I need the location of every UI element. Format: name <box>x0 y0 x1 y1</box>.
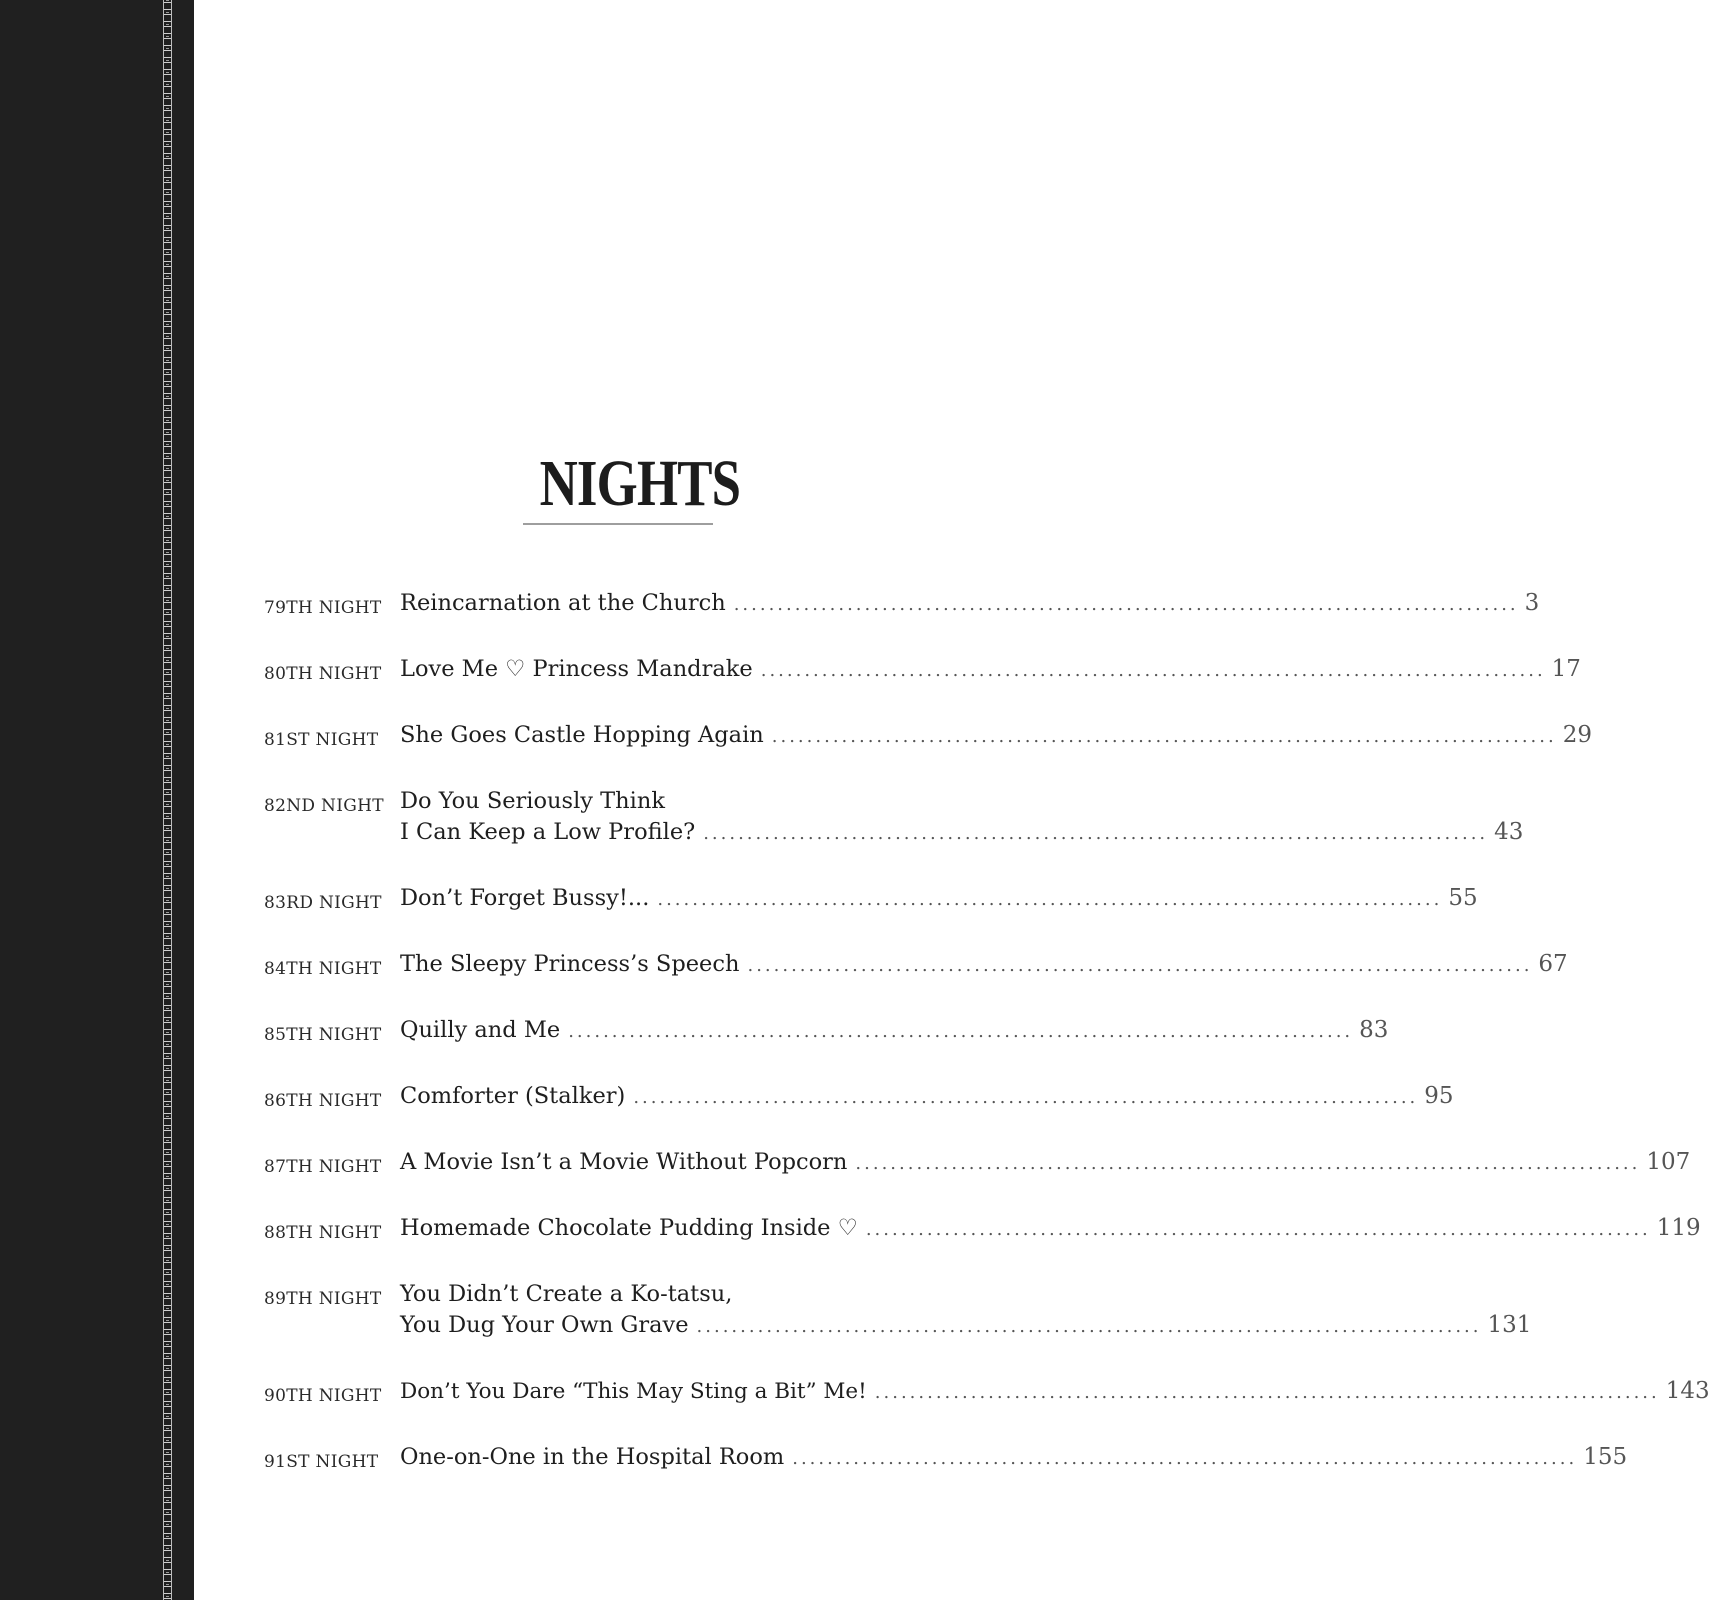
page-number: 3 <box>1524 590 1540 616</box>
entry-title-line <box>400 951 1568 983</box>
toc-entry[interactable] <box>0 1083 1454 1117</box>
entry-title-line <box>400 590 1540 622</box>
night-label: 83RD NIGHT <box>264 893 382 913</box>
title-block <box>520 447 741 520</box>
toc-entry[interactable] <box>0 788 1524 854</box>
night-label: 84TH NIGHT <box>264 959 382 979</box>
title-underline <box>523 523 713 525</box>
entry-title-line <box>400 1281 997 1313</box>
dot-leader: .......................................................................................... <box>703 823 1489 844</box>
dot-leader: .......................................................................................... <box>633 1087 1419 1108</box>
chapter-title: The Sleepy Princess’s Speech <box>400 951 740 977</box>
entry-title-line <box>400 1444 1628 1476</box>
entry-title-line <box>400 819 1524 851</box>
page-number: 107 <box>1646 1149 1691 1175</box>
page-number: 67 <box>1538 951 1568 977</box>
night-label: 90TH NIGHT <box>264 1386 382 1406</box>
toc-entry[interactable] <box>0 1378 1710 1412</box>
night-label: 85TH NIGHT <box>264 1025 382 1045</box>
dot-leader: .......................................................................................... <box>568 1021 1354 1042</box>
entry-title-line <box>400 1312 1532 1344</box>
night-label: 88TH NIGHT <box>264 1223 382 1243</box>
chapter-title: Love Me ♡ Princess Mandrake <box>400 656 753 682</box>
page-number: 131 <box>1487 1312 1532 1338</box>
page-number: 143 <box>1665 1378 1710 1404</box>
entry-title-line <box>400 722 1592 754</box>
dot-leader: .......................................................................................... <box>747 955 1533 976</box>
toc-entry[interactable] <box>0 590 1540 624</box>
entry-title-line <box>400 656 1581 688</box>
chapter-title: Comforter (Stalker) <box>400 1083 626 1109</box>
toc-entry[interactable] <box>0 1281 1532 1347</box>
dot-leader: .......................................................................................... <box>657 889 1443 910</box>
page-number: 43 <box>1494 819 1524 845</box>
toc-entry[interactable] <box>0 1444 1628 1478</box>
dot-leader: .......................................................................................... <box>874 1382 1660 1403</box>
night-label: 81ST NIGHT <box>264 730 379 750</box>
toc-entry[interactable] <box>0 1017 1389 1051</box>
dot-leader: .......................................................................................... <box>792 1448 1578 1469</box>
dot-leader: .......................................................................................... <box>865 1219 1651 1240</box>
chapter-title-line-2: I Can Keep a Low Profile? <box>400 819 696 845</box>
night-label: 91ST NIGHT <box>264 1452 379 1472</box>
dot-leader: .......................................................................................... <box>760 660 1546 681</box>
entry-title-line <box>400 1149 1691 1181</box>
chapter-title: She Goes Castle Hopping Again <box>400 722 764 748</box>
night-label: 79TH NIGHT <box>264 598 382 618</box>
toc-entry[interactable] <box>0 1149 1691 1183</box>
chapter-title: One-on-One in the Hospital Room <box>400 1444 785 1470</box>
chapter-title: Reincarnation at the Church <box>400 590 726 616</box>
chapter-title: Don’t Forget Bussy!... <box>400 885 650 911</box>
entry-title-line <box>400 1378 1710 1410</box>
page-number: 119 <box>1656 1215 1701 1241</box>
chapter-title-line-1: You Didn’t Create a Ko-tatsu, <box>400 1281 733 1307</box>
dot-leader: .......................................................................................... <box>855 1153 1641 1174</box>
dot-leader: .......................................................................................... <box>771 726 1557 747</box>
page-number: 55 <box>1448 885 1478 911</box>
chapter-title: Homemade Chocolate Pudding Inside ♡ <box>400 1215 858 1241</box>
night-label: 87TH NIGHT <box>264 1157 382 1177</box>
entry-title-line <box>400 885 1478 917</box>
toc-entry[interactable] <box>0 656 1581 690</box>
page-number: 95 <box>1424 1083 1454 1109</box>
page-number: 155 <box>1583 1444 1628 1470</box>
entry-title-line <box>400 1017 1389 1049</box>
toc-entry[interactable] <box>0 1215 1701 1249</box>
entry-title-line <box>400 1083 1454 1115</box>
chapter-title: Don’t You Dare “This May Sting a Bit” Me! <box>400 1379 867 1404</box>
dot-leader: .......................................................................................... <box>696 1316 1482 1337</box>
night-label: 86TH NIGHT <box>264 1091 382 1111</box>
night-label: 80TH NIGHT <box>264 664 382 684</box>
page-number: 83 <box>1359 1017 1389 1043</box>
chapter-title: A Movie Isn’t a Movie Without Popcorn <box>400 1149 848 1175</box>
toc-entry[interactable] <box>0 885 1478 919</box>
night-label: 82ND NIGHT <box>264 796 384 816</box>
night-label: 89TH NIGHT <box>264 1289 382 1309</box>
chapter-title: Quilly and Me <box>400 1017 561 1043</box>
toc-entry[interactable] <box>0 951 1568 985</box>
chapter-title-line-2: You Dug Your Own Grave <box>400 1312 689 1338</box>
chapter-title-line-1: Do You Seriously Think <box>400 788 665 814</box>
page-number: 17 <box>1551 656 1581 682</box>
page-title: NIGHTS <box>539 447 741 520</box>
entry-title-line <box>400 1215 1701 1247</box>
toc-entry[interactable] <box>0 722 1592 756</box>
page-number: 29 <box>1562 722 1592 748</box>
dot-leader: .......................................................................................... <box>733 594 1519 615</box>
entry-title-line <box>400 788 997 820</box>
